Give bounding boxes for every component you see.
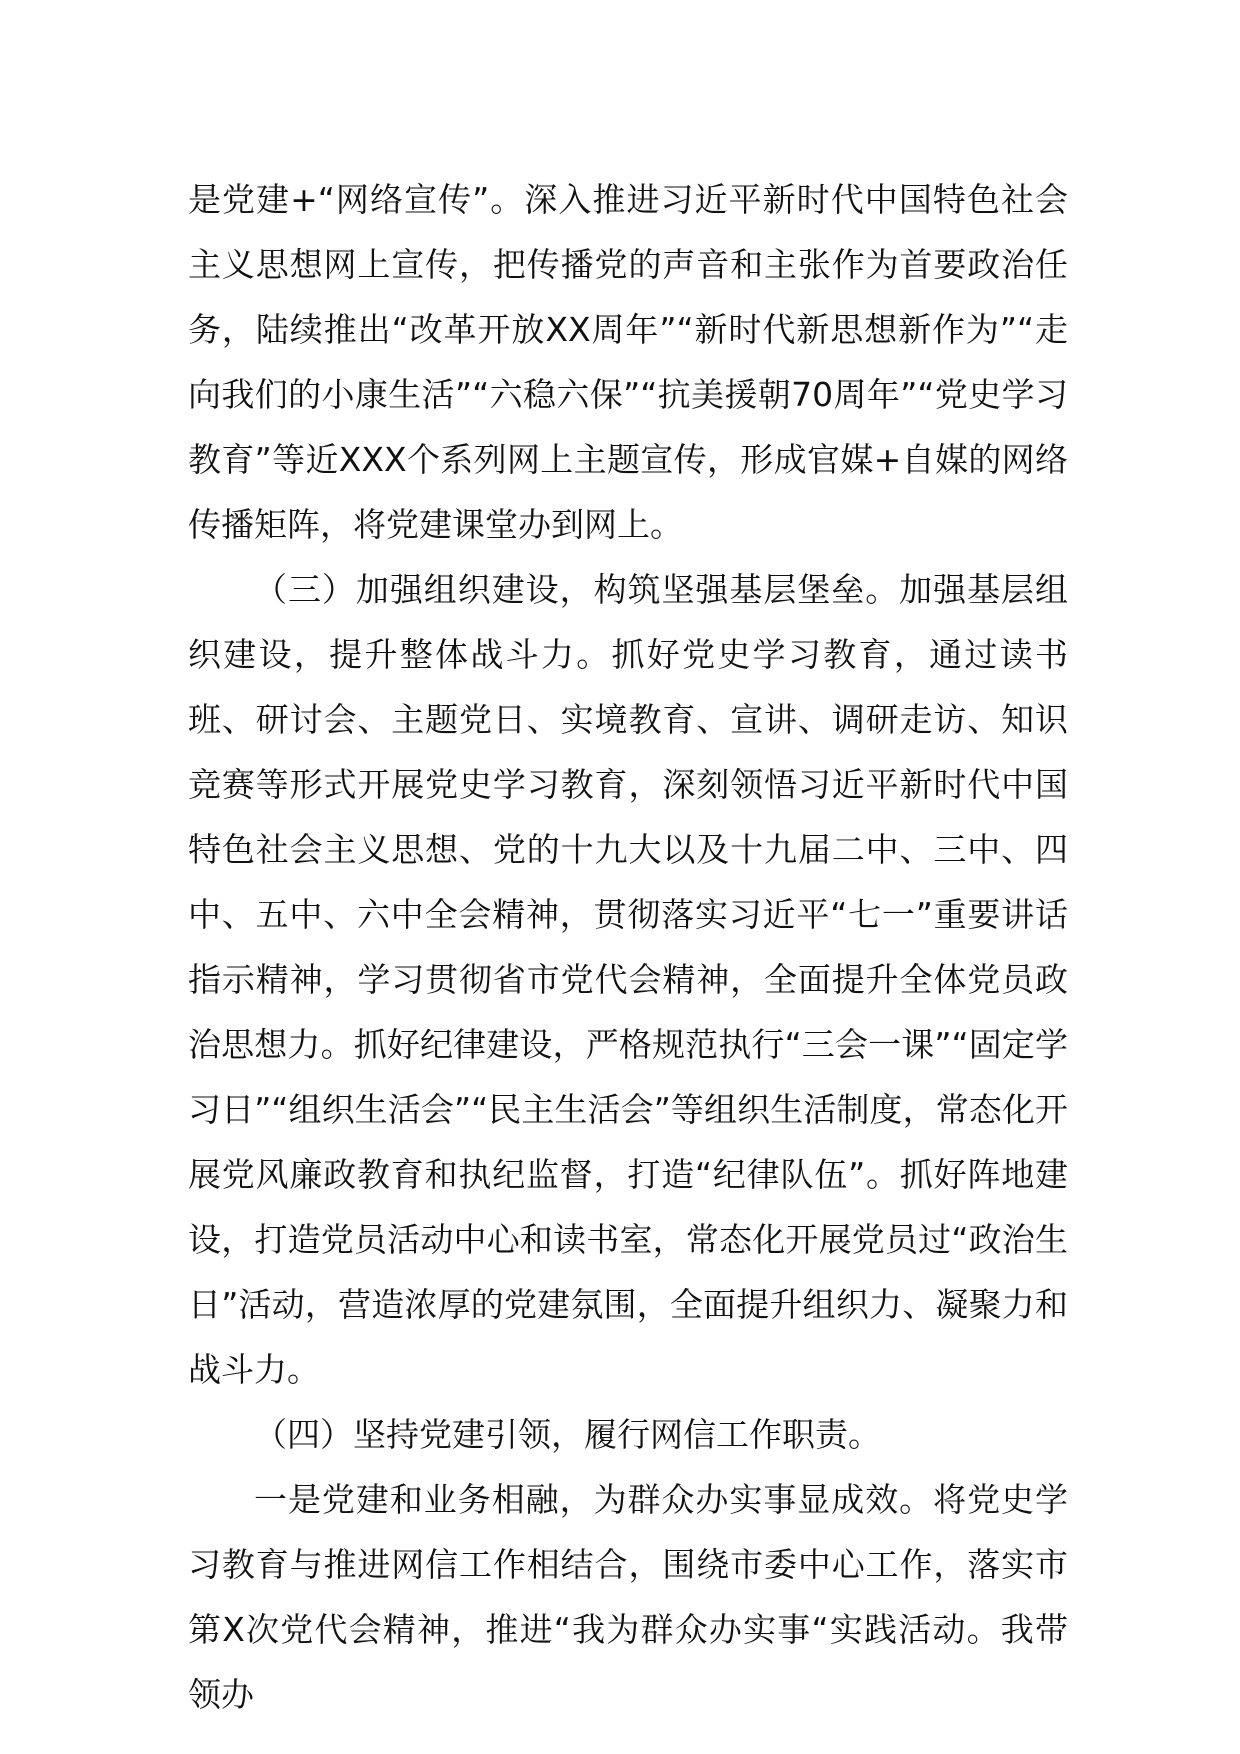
paragraph-organization-building: （三）加强组织建设，构筑坚强基层堡垒。加强基层组织建设，提升整体战斗力。抓好党史学习教育，通过读书班、研讨会、主题党日、实境教育、宣讲、调研走访、知识竞赛等形式开展党史学习教育，深刻领悟习近平新时代中国特色社会主义思想、党的十九大以及十九届二中、三中、四中、五中、六中全会精神，贯彻落实习近平“七一”重要讲话指示精神，学习贯彻省市党代会精神，全面提升全体党员政治思想力。抓好纪律建设，严格规范执行“三会一课”“固定学习日”“组织生活会”“民主生活会”等组织生活制度，常态化开展党风廉政教育和执纪监督，打造“纪律队伍”。抓好阵地建设，打造党员活动中心和读书室，常态化开展党员过“政治生日”活动，营造浓厚的党建氛围，全面提升组织力、凝聚力和战斗力。 xyxy=(188,570,1068,1389)
document-page xyxy=(188,167,1068,1727)
section-heading-party-leadership: （四）坚持党建引领，履行网信工作职责。 xyxy=(254,1415,881,1454)
paragraph-party-business-integration: 一是党建和业务相融，为群众办实事显成效。将党史学习教育与推进网信工作相结合，围绕市委中心工作，落实市第X次党代会精神，推进“我为群众办实事“实践活动。我带领办 xyxy=(188,1480,1068,1714)
paragraph-network-publicity: 是党建+“网络宣传”。深入推进习近平新时代中国特色社会主义思想网上宣传，把传播党的声音和主张作为首要政治任务，陆续推出“改革开放XX周年”“新时代新思想新作为”“走向我们的小康生活”“六稳六保”“抗美援朝70周年”“党史学习教育”等近XXX个系列网上主题宣传，形成官媒+自媒的网络传播矩阵，将党建课堂办到网上。 xyxy=(188,180,1068,544)
